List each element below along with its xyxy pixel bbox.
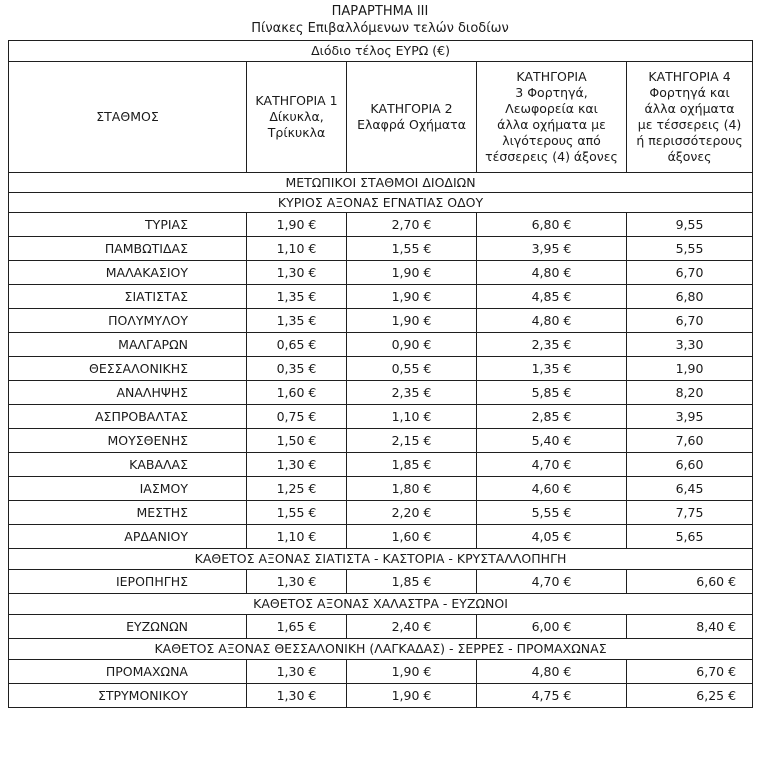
- table-row: [9, 477, 753, 501]
- station-cell: ΑΝΑΛΗΨΗΣ: [9, 381, 247, 405]
- currency-header: Διόδιο τέλος ΕΥΡΩ (€): [9, 41, 753, 62]
- category-1-fee: 1,50 €: [247, 429, 347, 453]
- category-4-fee: 9,55: [627, 213, 753, 237]
- station-cell: ΑΡΔΑΝΙΟΥ: [9, 525, 247, 549]
- station-cell: ΜΕΣΤΗΣ: [9, 501, 247, 525]
- station-cell: ΙΑΣΜΟΥ: [9, 477, 247, 501]
- category-1-fee: 0,35 €: [247, 357, 347, 381]
- category-2-fee: 1,80 €: [347, 477, 477, 501]
- category-4-fee: 6,70: [627, 261, 753, 285]
- category-3-fee: 4,05 €: [477, 525, 627, 549]
- category-4-fee: 1,90: [627, 357, 753, 381]
- section-vertical-2: ΚΑΘΕΤΟΣ ΑΞΟΝΑΣ ΧΑΛΑΣΤΡΑ - ΕΥΖΩΝΟΙ: [9, 594, 753, 615]
- category-4-fee: 6,80: [627, 285, 753, 309]
- table-row: [9, 333, 753, 357]
- category-1-fee: 1,25 €: [247, 477, 347, 501]
- category-4-fee: 6,60 €: [627, 570, 753, 594]
- category-2-fee: 1,90 €: [347, 261, 477, 285]
- table-row: [9, 501, 753, 525]
- category-2-fee: 1,90 €: [347, 309, 477, 333]
- table-row: [9, 615, 753, 639]
- station-cell: ΙΕΡΟΠΗΓΗΣ: [9, 570, 247, 594]
- category-4-fee: 6,70: [627, 309, 753, 333]
- category-4-fee: 7,75: [627, 501, 753, 525]
- category-3-fee: 4,60 €: [477, 477, 627, 501]
- table-row: [9, 453, 753, 477]
- col-station: ΣΤΑΘΜΟΣ: [9, 62, 247, 173]
- category-2-fee: 2,20 €: [347, 501, 477, 525]
- category-2-fee: 2,15 €: [347, 429, 477, 453]
- station-cell: ΑΣΠΡΟΒΑΛΤΑΣ: [9, 405, 247, 429]
- category-3-fee: 4,70 €: [477, 453, 627, 477]
- table-row: [9, 213, 753, 237]
- category-3-fee: 4,80 €: [477, 261, 627, 285]
- category-2-fee: 0,90 €: [347, 333, 477, 357]
- category-4-fee: 6,60: [627, 453, 753, 477]
- table-row: [9, 570, 753, 594]
- category-3-fee: 6,80 €: [477, 213, 627, 237]
- category-3-fee: 4,80 €: [477, 660, 627, 684]
- category-3-fee: 1,35 €: [477, 357, 627, 381]
- category-1-fee: 1,10 €: [247, 237, 347, 261]
- category-2-fee: 1,90 €: [347, 684, 477, 708]
- category-4-fee: 8,40 €: [627, 615, 753, 639]
- category-2-fee: 1,85 €: [347, 570, 477, 594]
- category-2-fee: 1,85 €: [347, 453, 477, 477]
- station-cell: ΜΑΛΓΑΡΩΝ: [9, 333, 247, 357]
- station-cell: ΚΑΒΑΛΑΣ: [9, 453, 247, 477]
- category-3-fee: 5,85 €: [477, 381, 627, 405]
- station-cell: ΘΕΣΣΑΛΟΝΙΚΗΣ: [9, 357, 247, 381]
- category-1-fee: 1,90 €: [247, 213, 347, 237]
- category-3-fee: 3,95 €: [477, 237, 627, 261]
- category-4-fee: 6,45: [627, 477, 753, 501]
- section-main-axis: ΚΥΡΙΟΣ ΑΞΟΝΑΣ ΕΓΝΑΤΙΑΣ ΟΔΟΥ: [9, 193, 753, 213]
- annex-title: ΠΑΡΑΡΤΗΜΑ ΙΙΙ: [331, 4, 429, 19]
- category-4-fee: 5,55: [627, 237, 753, 261]
- table-row: [9, 684, 753, 708]
- table-row: [9, 357, 753, 381]
- category-3-fee: 4,70 €: [477, 570, 627, 594]
- column-header-row: [9, 62, 753, 173]
- section-frontal: ΜΕΤΩΠΙΚΟΙ ΣΤΑΘΜΟΙ ΔΙΟΔΙΩΝ: [9, 173, 753, 193]
- station-cell: ΠΟΛΥΜΥΛΟΥ: [9, 309, 247, 333]
- category-1-fee: 1,30 €: [247, 660, 347, 684]
- station-cell: ΠΑΜΒΩΤΙΔΑΣ: [9, 237, 247, 261]
- category-3-fee: 4,85 €: [477, 285, 627, 309]
- table-row: [9, 261, 753, 285]
- station-cell: ΜΟΥΣΘΕΝΗΣ: [9, 429, 247, 453]
- category-3-fee: 2,35 €: [477, 333, 627, 357]
- category-4-fee: 7,60: [627, 429, 753, 453]
- category-4-fee: 6,25 €: [627, 684, 753, 708]
- col-category-1: ΚΑΤΗΓΟΡΙΑ 1 Δίκυκλα, Τρίκυκλα: [247, 62, 347, 173]
- category-3-fee: 6,00 €: [477, 615, 627, 639]
- category-1-fee: 1,30 €: [247, 684, 347, 708]
- station-cell: ΠΡΟΜΑΧΩΝΑ: [9, 660, 247, 684]
- category-1-fee: 1,30 €: [247, 261, 347, 285]
- station-cell: ΣΙΑΤΙΣΤΑΣ: [9, 285, 247, 309]
- category-2-fee: 1,90 €: [347, 285, 477, 309]
- category-4-fee: 8,20: [627, 381, 753, 405]
- annex-subtitle: Πίνακες Επιβαλλόμενων τελών διοδίων: [251, 21, 509, 36]
- category-1-fee: 1,55 €: [247, 501, 347, 525]
- table-row: [9, 309, 753, 333]
- station-cell: ΣΤΡΥΜΟΝΙΚΟΥ: [9, 684, 247, 708]
- category-4-fee: 5,65: [627, 525, 753, 549]
- category-1-fee: 0,75 €: [247, 405, 347, 429]
- category-2-fee: 2,40 €: [347, 615, 477, 639]
- category-3-fee: 2,85 €: [477, 405, 627, 429]
- station-cell: ΤΥΡΙΑΣ: [9, 213, 247, 237]
- category-2-fee: 1,55 €: [347, 237, 477, 261]
- category-4-fee: 3,95: [627, 405, 753, 429]
- table-row: [9, 525, 753, 549]
- category-2-fee: 2,35 €: [347, 381, 477, 405]
- category-3-fee: 4,80 €: [477, 309, 627, 333]
- table-row: [9, 285, 753, 309]
- category-2-fee: 1,90 €: [347, 660, 477, 684]
- category-1-fee: 1,30 €: [247, 453, 347, 477]
- section-vertical-1: ΚΑΘΕΤΟΣ ΑΞΟΝΑΣ ΣΙΑΤΙΣΤΑ - ΚΑΣΤΟΡΙΑ - ΚΡΥΣΤΑΛΛΟΠΗΓΗ: [9, 549, 753, 570]
- table-row: [9, 660, 753, 684]
- table-row: [9, 237, 753, 261]
- category-2-fee: 1,10 €: [347, 405, 477, 429]
- category-2-fee: 2,70 €: [347, 213, 477, 237]
- toll-table: [8, 40, 753, 708]
- category-3-fee: 4,75 €: [477, 684, 627, 708]
- category-1-fee: 1,35 €: [247, 309, 347, 333]
- col-category-2: ΚΑΤΗΓΟΡΙΑ 2 Ελαφρά Οχήματα: [347, 62, 477, 173]
- category-1-fee: 1,60 €: [247, 381, 347, 405]
- category-4-fee: 6,70 €: [627, 660, 753, 684]
- category-1-fee: 1,30 €: [247, 570, 347, 594]
- category-2-fee: 0,55 €: [347, 357, 477, 381]
- category-3-fee: 5,55 €: [477, 501, 627, 525]
- category-1-fee: 0,65 €: [247, 333, 347, 357]
- table-row: [9, 381, 753, 405]
- category-3-fee: 5,40 €: [477, 429, 627, 453]
- category-1-fee: 1,65 €: [247, 615, 347, 639]
- category-1-fee: 1,35 €: [247, 285, 347, 309]
- col-category-3: ΚΑΤΗΓΟΡΙΑ 3 Φορτηγά, Λεωφορεία και άλλα οχήματα με λιγότερους από τέσσερεις (4) άξονες: [477, 62, 627, 173]
- category-2-fee: 1,60 €: [347, 525, 477, 549]
- station-cell: ΜΑΛΑΚΑΣΙΟΥ: [9, 261, 247, 285]
- col-category-4: ΚΑΤΗΓΟΡΙΑ 4 Φορτηγά και άλλα οχήματα με τέσσερεις (4) ή περισσότερους άξονες: [627, 62, 753, 173]
- category-1-fee: 1,10 €: [247, 525, 347, 549]
- table-row: [9, 405, 753, 429]
- category-4-fee: 3,30: [627, 333, 753, 357]
- station-cell: ΕΥΖΩΝΩΝ: [9, 615, 247, 639]
- section-vertical-3: ΚΑΘΕΤΟΣ ΑΞΟΝΑΣ ΘΕΣΣΑΛΟΝΙΚΗ (ΛΑΓΚΑΔΑΣ) - ΣΕΡΡΕΣ - ΠΡΟΜΑΧΩΝΑΣ: [9, 639, 753, 660]
- table-row: [9, 429, 753, 453]
